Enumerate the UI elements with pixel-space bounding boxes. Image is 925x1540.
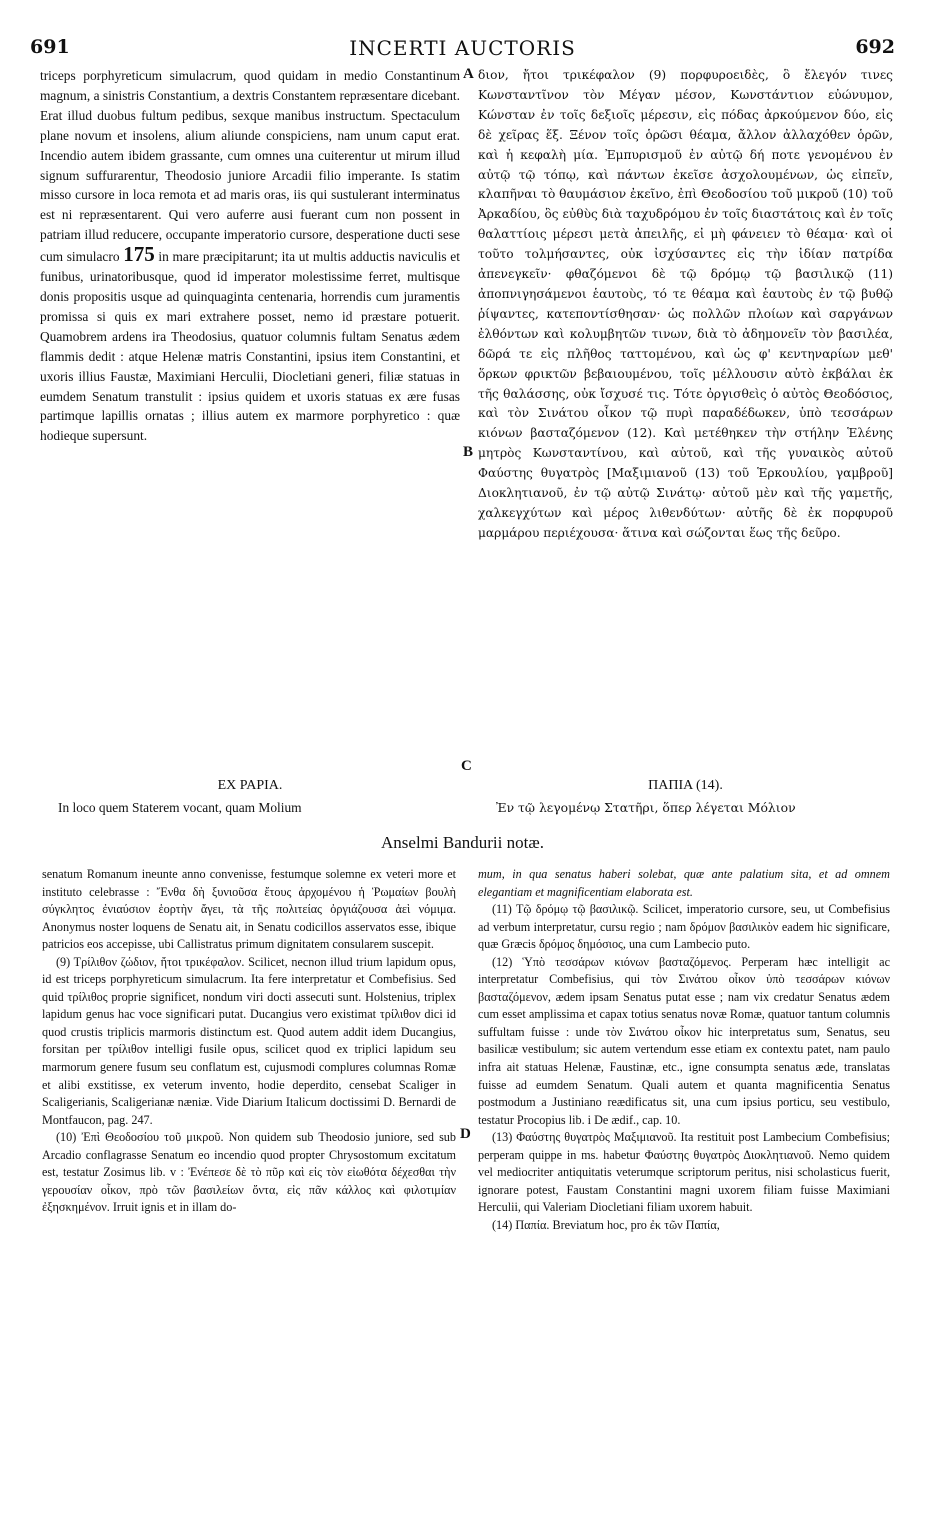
note-10: (10) Ἐπὶ Θεοδοσίου τοῦ μικροῦ. Non quidem sub Theodosio juniore, sed sub Arcadio conflagrasse Senatum eo incendio quod propter Chrysostomum excitatum est, testatur Zosimus lib. v : Ἐνέπεσε δὲ τὸ πῦρ καὶ εἰς τὸν εἰωθότα δέχεσθαι τὴν γερουσίαν οἶκον, πρὸ τῶν βασιλείων ὄντα, εἰς πᾶν κάλλος καὶ φιλοτιμίαν ἐξησκημένον. Irruit ignis et in illam do-	[42, 1130, 456, 1215]
latin-text-column	[40, 66, 460, 446]
margin-marker-a: A	[463, 66, 474, 82]
note-14: (14) Παπία. Breviatum hoc, pro ἐκ τῶν Παπία,	[492, 1217, 720, 1232]
note-13: (13) Φαύστης θυγατρὸς Μαξιμιανοῦ. Ita restituit post Lambecium Combefisius; perperam quippe in ms. habetur Φαύστης θυγατρὸς Διοκλητιανοῦ. Nemo quidem vel mediocriter antiquitatis veterumque scriptorum peritus, nisi scholasticus fuerit, ignorare potest, Faustam Constantini magni uxorem filiam fuisse Maximiani Herculii, qui Valeriam Diocletiani filiam uxorem habuit.	[478, 1130, 890, 1215]
note-12: (12) Ὑπὸ τεσσάρων κιόνων βασταζόμενος. Perperam hæc intelligit ac interpretatur Combefisius, qui τὸν Σινάτου οἶκον ὑπὸ τεσσάρων κιόνων βασταζόμενον, ædem ipsam Senatus putat esse ; nam vix credatur Senatus ædem cum esset amplissima et capax totius senatus novæ Romæ, quatuor tantum columnis suffultam fuisse : unde τὸν Σινάτου οἶκον hic interpretatus sum, Senatus, seu basilicæ vestibulum; sic autem vertendum esse etiam ex contextu patet, nam paulo infra ait statuas Helenæ, Faustinæ, etc., igne consumpta senatus æde, translatas fuisse ad eumdem Senatum. Quali autem et quanta magnificentia Senatus postmodum a Justiniano reædificatus sit, una cum ipsius porticu, seu vestibulo, testatur Procopius lib. i De ædif., cap. 10.	[478, 954, 890, 1127]
latin-section-line: In loco quem Staterem vocant, quam Molium	[58, 800, 302, 815]
note-11: (11) Τῷ δρόμῳ τῷ βασιλικῷ. Scilicet, imperatorio cursore, seu, ut Combefisius ad verbum interpretatur, cursu regio ; nam δρόμον βασιλικὸν eadem hic significare, quæ Græcis δρόμος δημόσιος, una cum Lambecio puto.	[478, 902, 890, 952]
running-title: INCERTI AUCTORIS	[349, 36, 576, 60]
notes-column-right	[478, 866, 890, 1234]
greek-text-column	[478, 66, 893, 544]
latin-section-title: EX PAPIA.	[217, 778, 283, 793]
note-paragraph: senatum Romanum ineunte anno convenisse, festumque solemne ex veteri more et instituto celebrasse : Ἔνθα δὴ ξυνιοῦσα ἔτους ἀρχομένου ἡ Ῥωμαίων βουλὴ σύγκλητος ἐνιαύσιον ἑορτὴν ἄγει, τὰ τῆς πολιτείας ὀργιάζουσα ἀεὶ νόμιμα. Anonymus noster loquens de Senatu ait, in Senatu codicillos asservatos esse, ibique patricios eos accepisse, ubi Callistratus primum dignitatem consularem suscepit.	[42, 867, 456, 952]
page-number-left: 691	[30, 36, 70, 58]
margin-marker-d: D	[460, 1126, 471, 1142]
column-number: 175	[123, 242, 155, 267]
latin-paragraph: triceps porphyreticum simulacrum, quod quidam in medio Constantinum magnum, a sinistris Constantium, a dextris Constantem repræsentare dicebant. Erat illud duobus fultum pedibus, sexque manibus instructum. Spectaculum plane novum et insolens, alium aliunde conspiciens, nam unum caput erat. Incendio autem ibidem grassante, cum omnes una cuiterentur ut mirum illud signum suffurarentur, Theodosio juniore Arcadii filio imperante. Is statim misso cursore in loca remota et ad maris oras, iis qui sustulerant interminatus est ni repræsentarent. Qui vero auferre ausi fuerant cum non possent in patriam illud reducere, occupante imperatorio cursore, desperatione ducti sese cum simulacro 175 in mare præcipitarunt; ita ut multis adductis naviculis et funibus, urinatoribusque, quod id imperator molestissime ferret, multisque donis propositis usque ad quinquaginta centenaria, horrendis cum juramentis promissa si quis ex mari extrahere posset, nemo id præstare potuerit. Quamobrem ardens ira Theodosius, quatuor columnis fultam Senatus ædem flammis dedit : atque Helenæ matris Constantini, ipsius item Constantini, et uxoris illius Faustæ, Maximiani Herculii, Diocletiani generi, filiæ statuas in eumdem Senatum transtulit : ipsius quidem et uxoris statuas ex ære fusas partimque lapillis ornatas ; illius autem ex marmore porphyretico : quæ hodieque supersunt.	[40, 68, 460, 444]
margin-marker-b: B	[463, 444, 474, 460]
greek-section-line: Ἐν τῷ λεγομένῳ Στατῆρι, ὅπερ λέγεται Μόλιον	[496, 800, 796, 815]
running-header	[30, 36, 895, 60]
greek-paragraph: διον, ἤτοι τρικέφαλον (9) πορφυροειδὲς, ὃ ἔλεγόν τινες Κωνσταντῖνον τὸν Μέγαν μέσον, Κωνστάντιον εὐώνυμον, Κώνσταν ἐν τοῖς δεξιοῖς μέρεσιν, εἰς πόδας ἀρκούμενον δύο, εἰς δὲ χεῖρας ἕξ. Ξένον τοῖς ὁρῶσι θέαμα, ἄλλον ἀλλαχόθεν ὁρῶν, καὶ ἡ κεφαλὴ μία. Ἐμπυρισμοῦ ἐν αὐτῷ δή ποτε γενομένου ἐν αὐτῷ τῷ τόπῳ, καὶ πάντων ἐκεῖσε ἀσχολουμένων, ὡς εἰπεῖν, κλαπῆναι τὸ θαυμάσιον ἐκεῖνο, ἐπὶ Θεοδοσίου τοῦ μικροῦ (10) τοῦ Ἀρκαδίου, ὃς εὐθὺς διὰ ταχυδρόμου ἐν τοῖς διαστάτοις καὶ ἐν τοῖς θαλαττίοις μέρεσι μετὰ ἀπειλῆς, εἰ μὴ φάνειεν τὸ θέαμα· καὶ οἱ τοῦτο τολμήσαντες, οὐκ ἰσχύσαντες εἰς τὴν ἰδίαν πατρίδα ἀπενεγκεῖν· φθαζόμενοι δὲ τῷ δρόμῳ τῷ βασιλικῷ (11) ἀποπνιγησάμενοι ἑαυτοὺς, τό τε θέαμα καὶ ἑαυτοὺς ἐν τῷ βυθῷ ῥίψαντες, κατεποντίσθησαν· ὡς πολλῶν πλοίων καὶ σαργάνων ἐλθόντων καὶ κολυμβητῶν τινων, διὰ τὸ ἀδημονεῖν τὸν βασιλέα, δῶρά τε εἰς πλῆθος ταττομένου, καὶ ὡς φ' κεντηναρίων μεθ' ὅρκων φρικτῶν βεβαιουμένου, τοῖς μέλλουσιν αὐτὸ ἐκβάλαι ἐκ τῆς θαλάσσης, οὐκ ἴσχυσέ τις. Τότε ὀργισθεὶς ὁ αὐτὸς Θεοδόσιος, καὶ τὸν Σινάτου οἶκον τῷ πυρὶ παραδέδωκεν, ὑπὸ τεσσάρων κιόνων βασταζόμενον (12). Καὶ μετέθηκεν τὴν στήλην Ἑλένης μητρὸς Κωνσταντίνου, καὶ αὐτοῦ, καὶ τῆς γυναικὸς αὐτοῦ Φαύστης θυγατρὸς [Μαξιμιανοῦ (13) τοῦ Ἑρκουλίου, γαμβροῦ] Διοκλητιανοῦ, ἐν τῷ αὐτῷ Σινάτῳ· αὐτοῦ μὲν καὶ τῆς γαμετῆς, χαλκεγχύτων καὶ μέρος λιθενδύτων· αὐτῆς δὲ ἐκ πορφυροῦ μαρμάρου περιέχουσα· ἅτινα καὶ σώζονται ἕως τῆς δεῦρο.	[478, 68, 893, 540]
margin-marker-c: C	[461, 758, 472, 774]
page-number-right: 692	[855, 36, 895, 58]
notes-heading: Anselmi Bandurii notæ.	[381, 833, 544, 852]
note-paragraph: mum, in qua senatus haberi solebat, quæ ante palatium sita, et ad omnem elegantiam et magnificentiam elaborata est.	[478, 867, 890, 899]
note-9: (9) Τρίλιθον ζώδιον, ἤτοι τρικέφαλον. Scilicet, necnon illud trium lapidum opus, id est triceps porphyreticum simulacrum. Ita fere interpretatur et Combefisius. Sed quid τρίλιθος proprie significet, nondum viri docti assecuti sunt. Holstenius, triplex lapidum genus hac voce significari putat. Ducangius vero existimat τρίλιθον dici id quod crustis triplicis marmoris distinctum est. Quod autem addit idem Ducangius, forsitan per τρίλιθον intelligi fusile opus, scilicet quod ex triplici lapidum seu marmorum genere fusum seu conflatum est, cujusmodi complures columnas Romæ et alibi exstitisse, ex veterum invento, hodie deperdito, censebat Scaliger in Scaligerianis, Scaligerianæ næniæ. Vide Diarium Italicum doctissimi D. Bernardi de Montfaucon, pag. 247.	[42, 954, 456, 1127]
greek-section-title: ΠΑΠΙΑ (14).	[648, 778, 723, 793]
notes-column-left	[42, 866, 456, 1217]
